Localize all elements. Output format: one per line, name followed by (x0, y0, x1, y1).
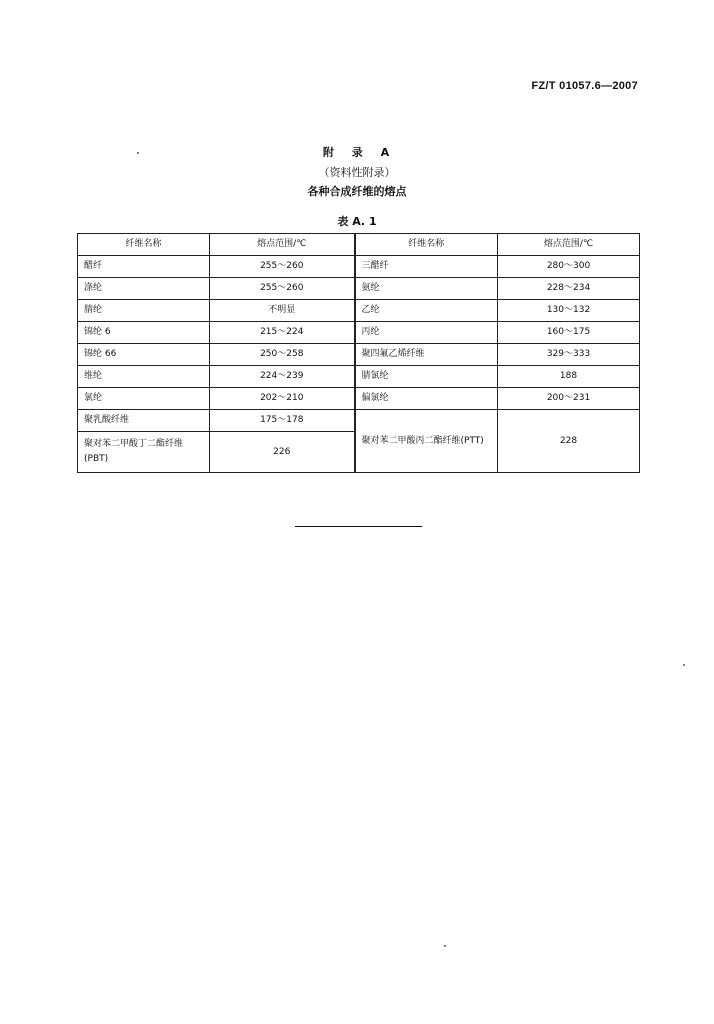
document-code: FZ/T 01057.6—2007 (531, 80, 638, 92)
header-melting-range: 熔点范围/℃ (498, 234, 640, 256)
melting-range-cell: 160～175 (498, 322, 640, 344)
melting-range-cell: 255～260 (210, 278, 355, 300)
fiber-name-cell: 聚对苯二甲酸丁二酯纤维(PBT) (78, 432, 210, 473)
table-row (78, 410, 640, 432)
appendix-subtitle: （资料性附录） (318, 166, 396, 179)
fiber-name-cell: 维纶 (78, 366, 210, 388)
scan-speck (683, 664, 685, 666)
fiber-name-cell: 腈纶 (78, 300, 210, 322)
melting-range-cell: 250～258 (210, 344, 355, 366)
table-caption: 表 A. 1 (337, 215, 377, 228)
table-row (78, 388, 640, 410)
fiber-name-cell: 三醋纤 (355, 256, 498, 278)
table-row (78, 278, 640, 300)
fiber-name-cell: 氯纶 (78, 388, 210, 410)
scan-speck (444, 945, 446, 947)
fiber-name-cell: 腈氯纶 (355, 366, 498, 388)
fiber-name-cell: 醋纤 (78, 256, 210, 278)
melting-range-cell: 202～210 (210, 388, 355, 410)
table-header-row (78, 234, 640, 256)
melting-range-cell: 130～132 (498, 300, 640, 322)
fiber-name-cell: 偏氯纶 (355, 388, 498, 410)
table-row (78, 344, 640, 366)
fiber-name-cell: 聚对苯二甲酸丙二酯纤维(PTT) (355, 410, 498, 473)
melting-range-cell: 175～178 (210, 410, 355, 432)
fiber-name-cell: 聚四氟乙烯纤维 (355, 344, 498, 366)
fiber-name-cell: 氨纶 (355, 278, 498, 300)
melting-range-cell: 226 (210, 432, 355, 473)
appendix-heading: 各种合成纤维的熔点 (307, 185, 407, 198)
fiber-name-cell: 乙纶 (355, 300, 498, 322)
melting-range-cell: 不明显 (210, 300, 355, 322)
melting-range-cell: 188 (498, 366, 640, 388)
header-melting-range: 熔点范围/℃ (210, 234, 355, 256)
melting-range-cell: 228 (498, 410, 640, 473)
header-fiber-name: 纤维名称 (78, 234, 210, 256)
melting-range-cell: 215～224 (210, 322, 355, 344)
fiber-name-cell: 丙纶 (355, 322, 498, 344)
appendix-title: 附 录 A (322, 146, 392, 159)
melting-range-cell: 255～260 (210, 256, 355, 278)
scan-speck (137, 152, 139, 154)
melting-range-cell: 224～239 (210, 366, 355, 388)
fiber-name-cell: 锦纶 66 (78, 344, 210, 366)
fiber-name-cell: 聚乳酸纤维 (78, 410, 210, 432)
table-row (78, 300, 640, 322)
table-row (78, 256, 640, 278)
fiber-name-cell: 锦纶 6 (78, 322, 210, 344)
melting-range-cell: 329～333 (498, 344, 640, 366)
header-fiber-name: 纤维名称 (355, 234, 498, 256)
melting-range-cell: 200～231 (498, 388, 640, 410)
melting-range-cell: 280～300 (498, 256, 640, 278)
fiber-name-cell: 涤纶 (78, 278, 210, 300)
table-row (78, 366, 640, 388)
melting-range-cell: 228～234 (498, 278, 640, 300)
table-row (78, 322, 640, 344)
end-rule-divider (295, 526, 422, 527)
melting-point-table (77, 233, 640, 473)
